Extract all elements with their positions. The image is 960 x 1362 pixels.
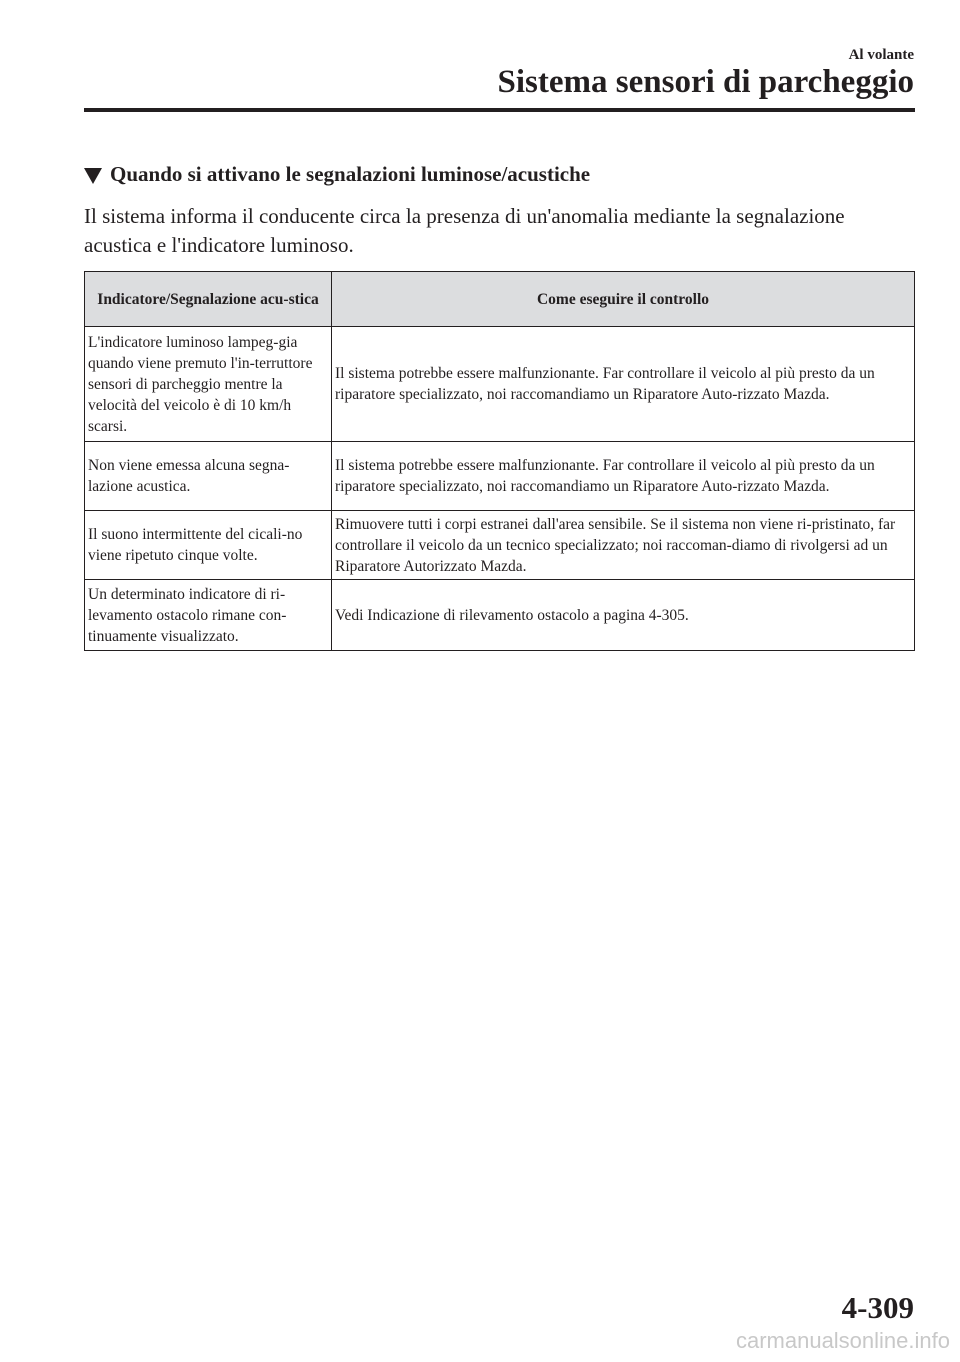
intro-paragraph: Il sistema informa il conducente circa la presenza di un'anomalia mediante la segnalazione acustica e l'indicatore luminoso.	[84, 204, 845, 257]
check-cell: Il sistema potrebbe essere malfunzionante. Far controllare il veicolo al più presto da un riparatore specializzato, noi raccomandiamo un Riparatore Auto-rizzato Mazda.	[332, 442, 915, 511]
table-row	[85, 580, 915, 651]
check-cell: Vedi Indicazione di rilevamento ostacolo a pagina 4-305.	[332, 580, 915, 651]
column-header-check: Come eseguire il controllo	[332, 272, 915, 327]
triangle-bullet-icon	[84, 168, 102, 184]
indicator-cell: Non viene emessa alcuna segna-lazione acustica.	[85, 442, 332, 511]
check-cell: Il sistema potrebbe essere malfunzionante. Far controllare il veicolo al più presto da un riparatore specializzato, noi raccomandiamo un Riparatore Auto-rizzato Mazda.	[332, 327, 915, 442]
table-row	[85, 511, 915, 580]
section-heading-text: Quando si attivano le segnalazioni luminose/acustiche	[110, 162, 591, 186]
watermark-url[interactable]: carmanualsonline.info	[735, 1328, 950, 1353]
check-cell: Rimuovere tutti i corpi estranei dall'area sensibile. Se il sistema non viene ri-pristinato, far controllare il veicolo da un tecnico specializzato; noi raccoman-diamo di rivolgersi ad un Riparatore Autorizzato Mazda.	[332, 511, 915, 580]
diagnosis-table	[84, 271, 915, 651]
section-heading	[84, 162, 590, 187]
header-divider	[84, 108, 915, 112]
chapter-label: Al volante	[848, 47, 914, 63]
indicator-cell: Un determinato indicatore di ri-levamento ostacolo rimane con-tinuamente visualizzato.	[85, 580, 332, 651]
page-title: Sistema sensori di parcheggio	[497, 64, 914, 100]
column-header-indicator: Indicatore/Segnalazione acu-stica	[85, 272, 332, 327]
page-number: 4-309	[841, 1290, 914, 1325]
table-row	[85, 327, 915, 442]
indicator-cell: L'indicatore luminoso lampeg-gia quando viene premuto l'in-terruttore sensori di parcheggio mentre la velocità del veicolo è di 10 km/h scarsi.	[85, 327, 332, 442]
indicator-cell: Il suono intermittente del cicali-no viene ripetuto cinque volte.	[85, 511, 332, 580]
table-row	[85, 442, 915, 511]
table-header-row	[85, 272, 915, 327]
